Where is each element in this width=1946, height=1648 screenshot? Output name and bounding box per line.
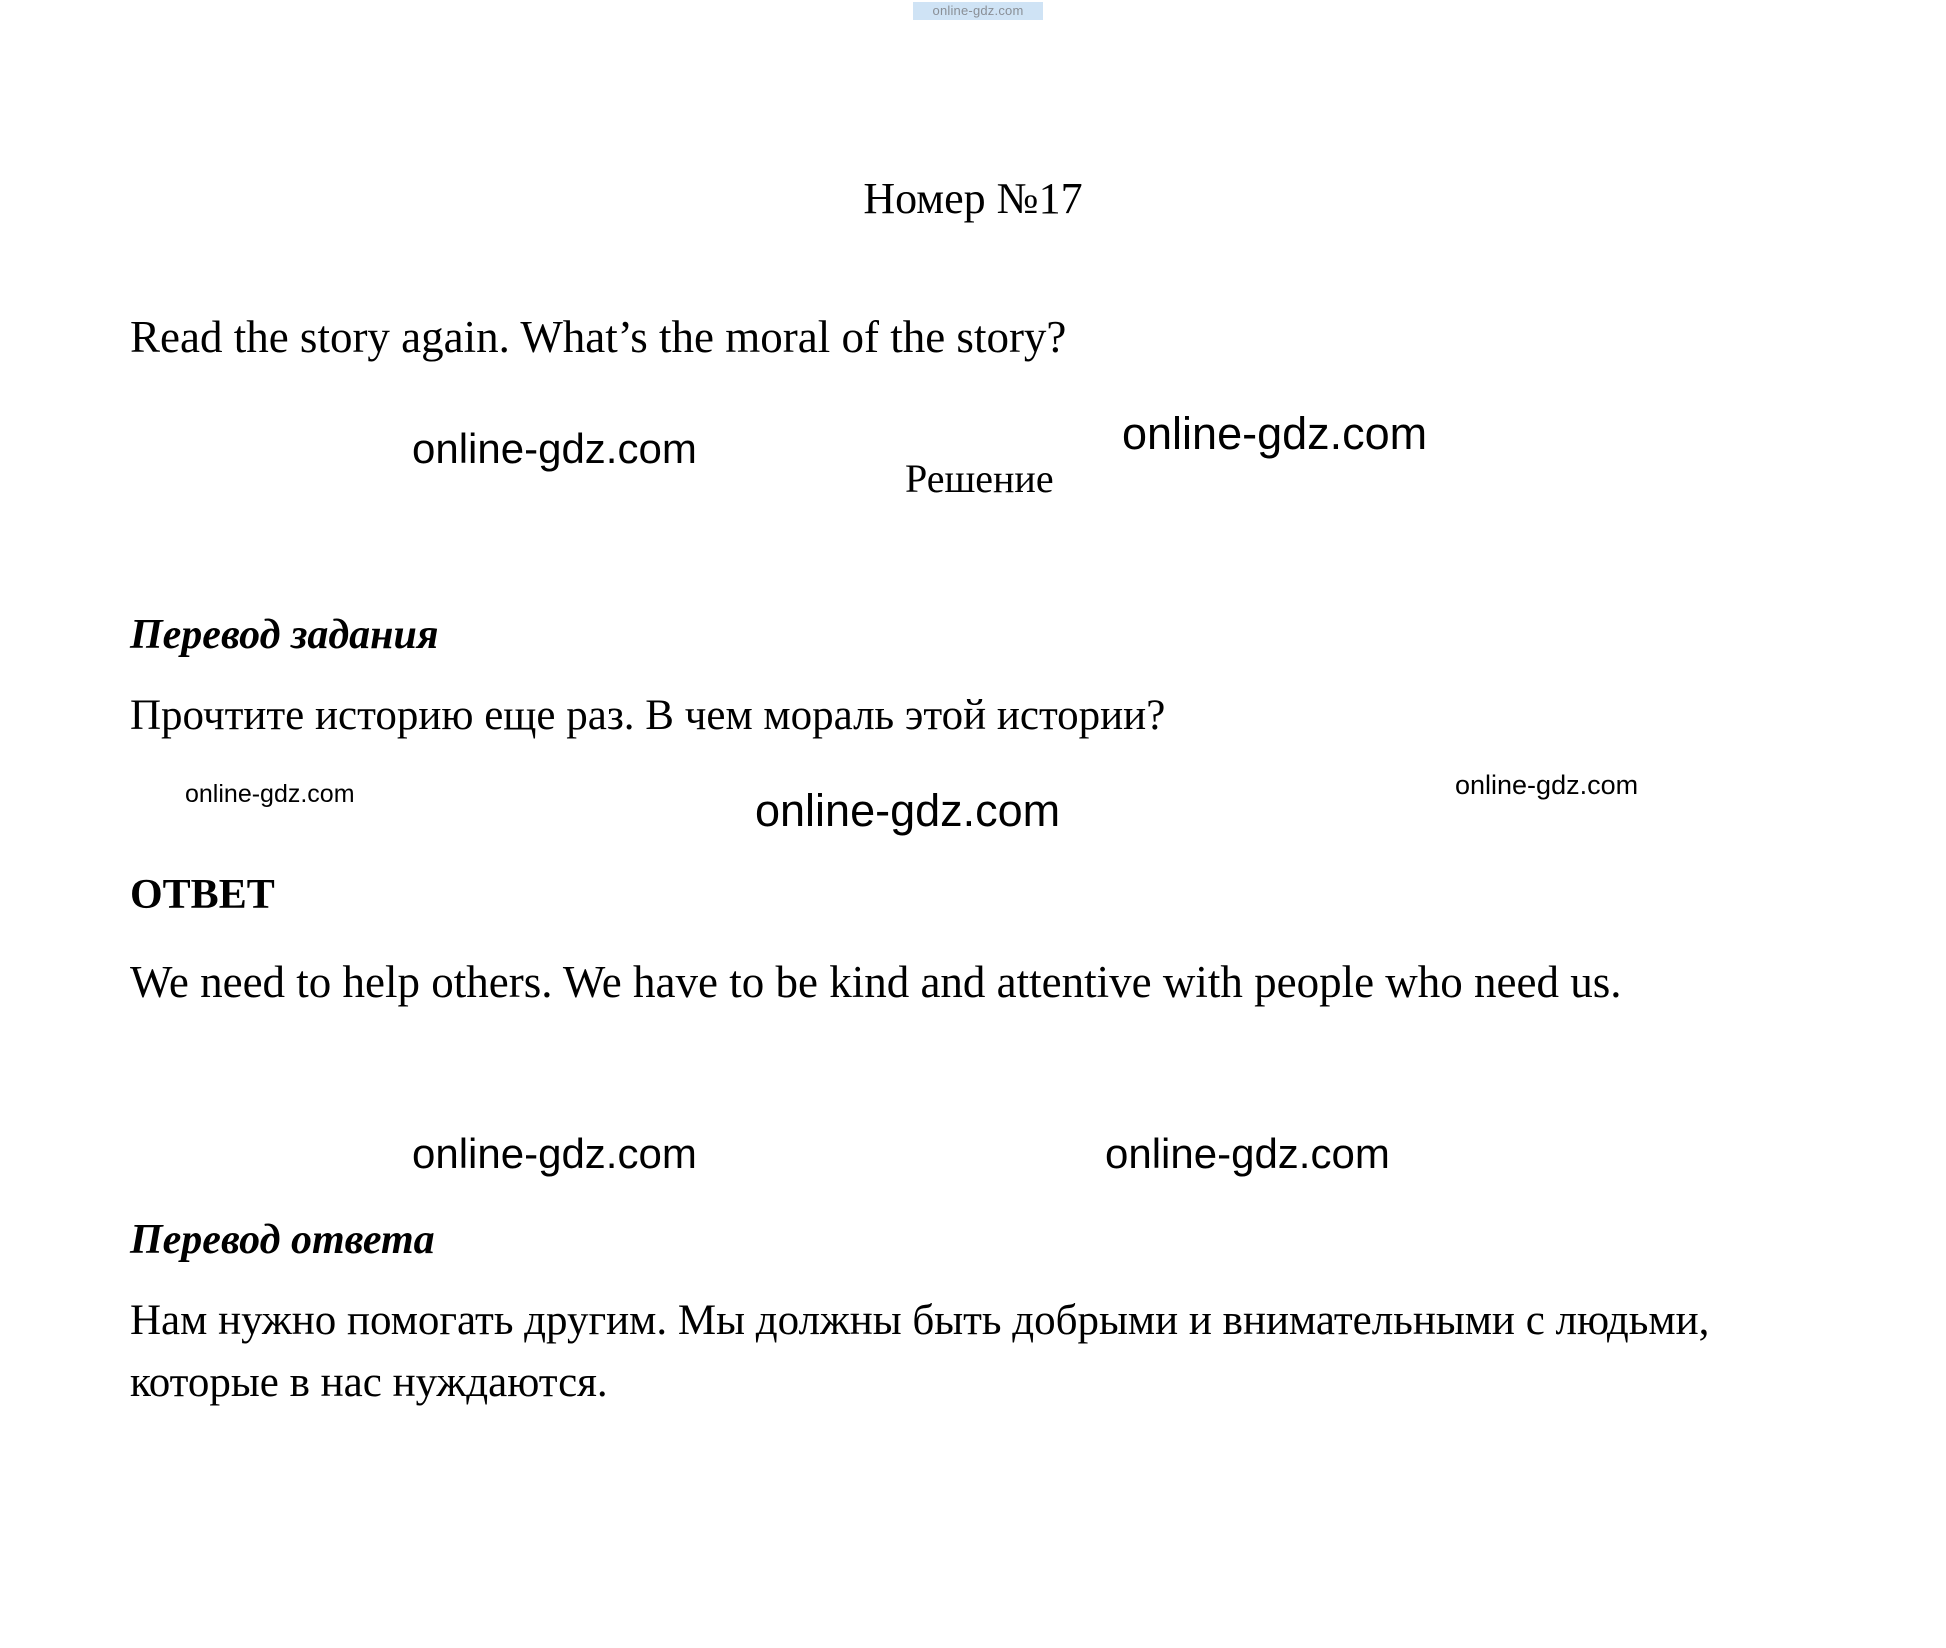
translation-answer-heading: Перевод ответа	[130, 1217, 435, 1263]
watermark-3: online-gdz.com	[185, 780, 355, 808]
task-text: Read the story again. What’s the moral of the story?	[130, 312, 1067, 362]
watermark-1: online-gdz.com	[412, 425, 697, 472]
watermark-6: online-gdz.com	[412, 1130, 697, 1177]
watermark-2: online-gdz.com	[1122, 408, 1428, 459]
translation-answer-text: Нам нужно помогать другим. Мы должны быть добрыми и внимательными с людьми, которые в нас нуждаются.	[130, 1297, 1710, 1407]
answer-heading: ОТВЕТ	[130, 872, 275, 918]
solution-label: Решение	[905, 456, 1054, 501]
page-title: Номер №17	[863, 174, 1083, 223]
translation-task-text: Прочтите историю еще раз. В чем мораль этой истории?	[130, 692, 1166, 739]
watermark-top-banner: online-gdz.com	[913, 2, 1043, 20]
answer-text: We need to help others. We have to be kind and attentive with people who need us.	[130, 957, 1622, 1007]
watermark-7: online-gdz.com	[1105, 1130, 1390, 1177]
watermark-4: online-gdz.com	[755, 785, 1061, 836]
translation-task-heading: Перевод задания	[130, 612, 439, 658]
watermark-5: online-gdz.com	[1455, 770, 1639, 800]
